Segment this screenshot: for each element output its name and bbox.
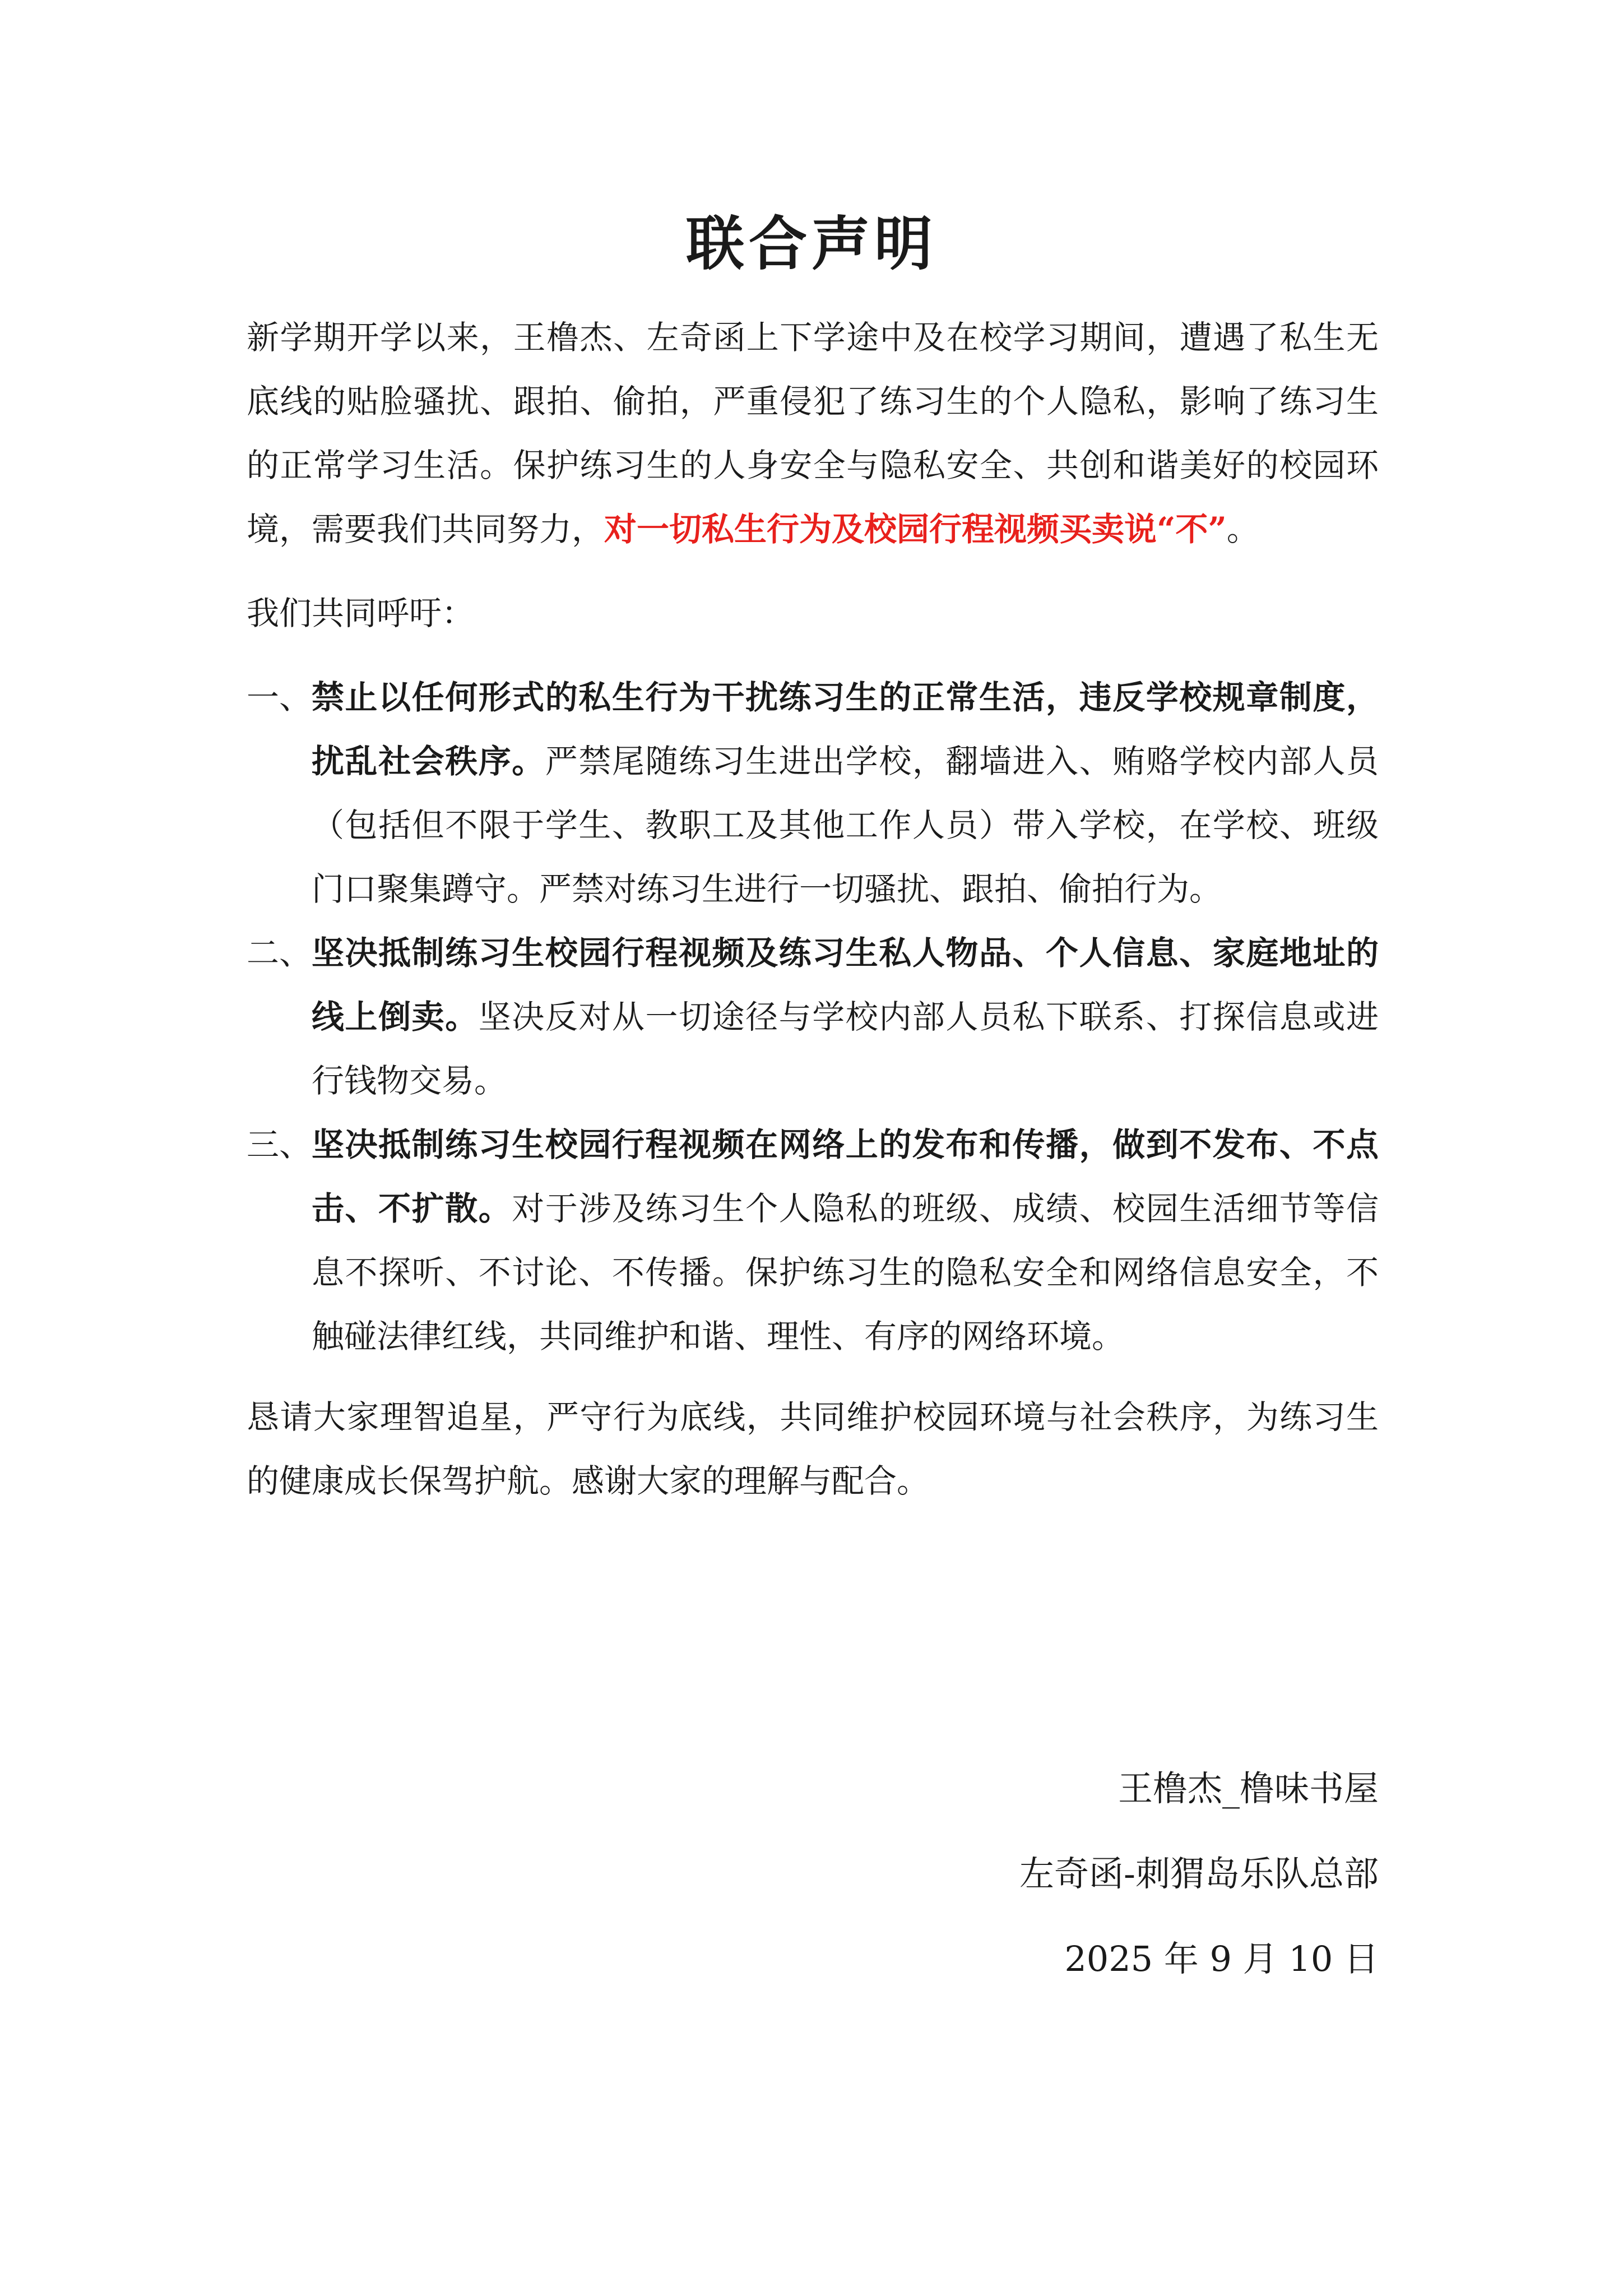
list-item [247,665,1379,921]
signature-block [1019,1746,1379,2002]
item-marker: 一、 [247,678,312,716]
signature-date: 2025 年 9 月 10 日 [1064,1938,1379,1979]
closing-paragraph: 恳请大家理智追星，严守行为底线，共同维护校园环境与社会秩序，为练习生的健康成长保驾护航。感谢大家的理解与配合。 [247,1398,1379,1500]
signature-wang: 王橹杰_橹味书屋 [1117,1768,1379,1809]
signature-zuo: 左奇函-刺猬岛乐队总部 [1019,1853,1379,1894]
item-text: 严禁尾随练习生进出学校，翻墙进入、贿赂学校内部人员（包括但不限于学生、教职工及其他工作人员）带入学校，在学校、班级门口聚集蹲守。严禁对练习生进行一切骚扰、跟拍、偷拍行为。 [312,742,1379,908]
item-bold-text: 禁止以任何形式的私生行为干扰练习生的正常生活，违反学校规章制度，扰乱社会秩序。 [312,678,1379,780]
page-title: 联合声明 [685,209,937,278]
call-to-action: 我们共同呼吁： [247,594,475,632]
intro-paragraph [247,305,1379,561]
intro-text: 新学期开学以来，王橹杰、左奇函上下学途中及在校学习期间，遭遇了私生无底线的贴脸骚扰、跟拍、偷拍，严重侵犯了练习生的个人隐私，影响了练习生的正常学习生活。保护练习生的人身安全与隐私安全、共创和谐美好的校园环境，需要我们共同努力， [247,318,1379,548]
item-text: 坚决反对从一切途径与学校内部人员私下联系、打探信息或进行钱物交易。 [312,998,1379,1100]
intro-highlight: 对一切私生行为及校园行程视频买卖说“不” [604,510,1227,548]
list-item [247,1113,1379,1368]
item-marker: 二、 [247,934,312,972]
item-text: 对于涉及练习生个人隐私的班级、成绩、校园生活细节等信息不探听、不讨论、不传播。保护练习生的隐私安全和网络信息安全，不触碰法律红线，共同维护和谐、理性、有序的网络环境。 [312,1189,1379,1355]
statement-body [247,305,1379,1533]
intro-end: 。 [1226,510,1259,548]
item-marker: 三、 [247,1126,312,1164]
item-bold-text: 坚决抵制练习生校园行程视频在网络上的发布和传播，做到不发布、不点击、不扩散。 [312,1126,1379,1228]
item-bold-text: 坚决抵制练习生校园行程视频及练习生私人物品、个人信息、家庭地址的线上倒卖。 [312,934,1379,1036]
list-item [247,921,1379,1113]
